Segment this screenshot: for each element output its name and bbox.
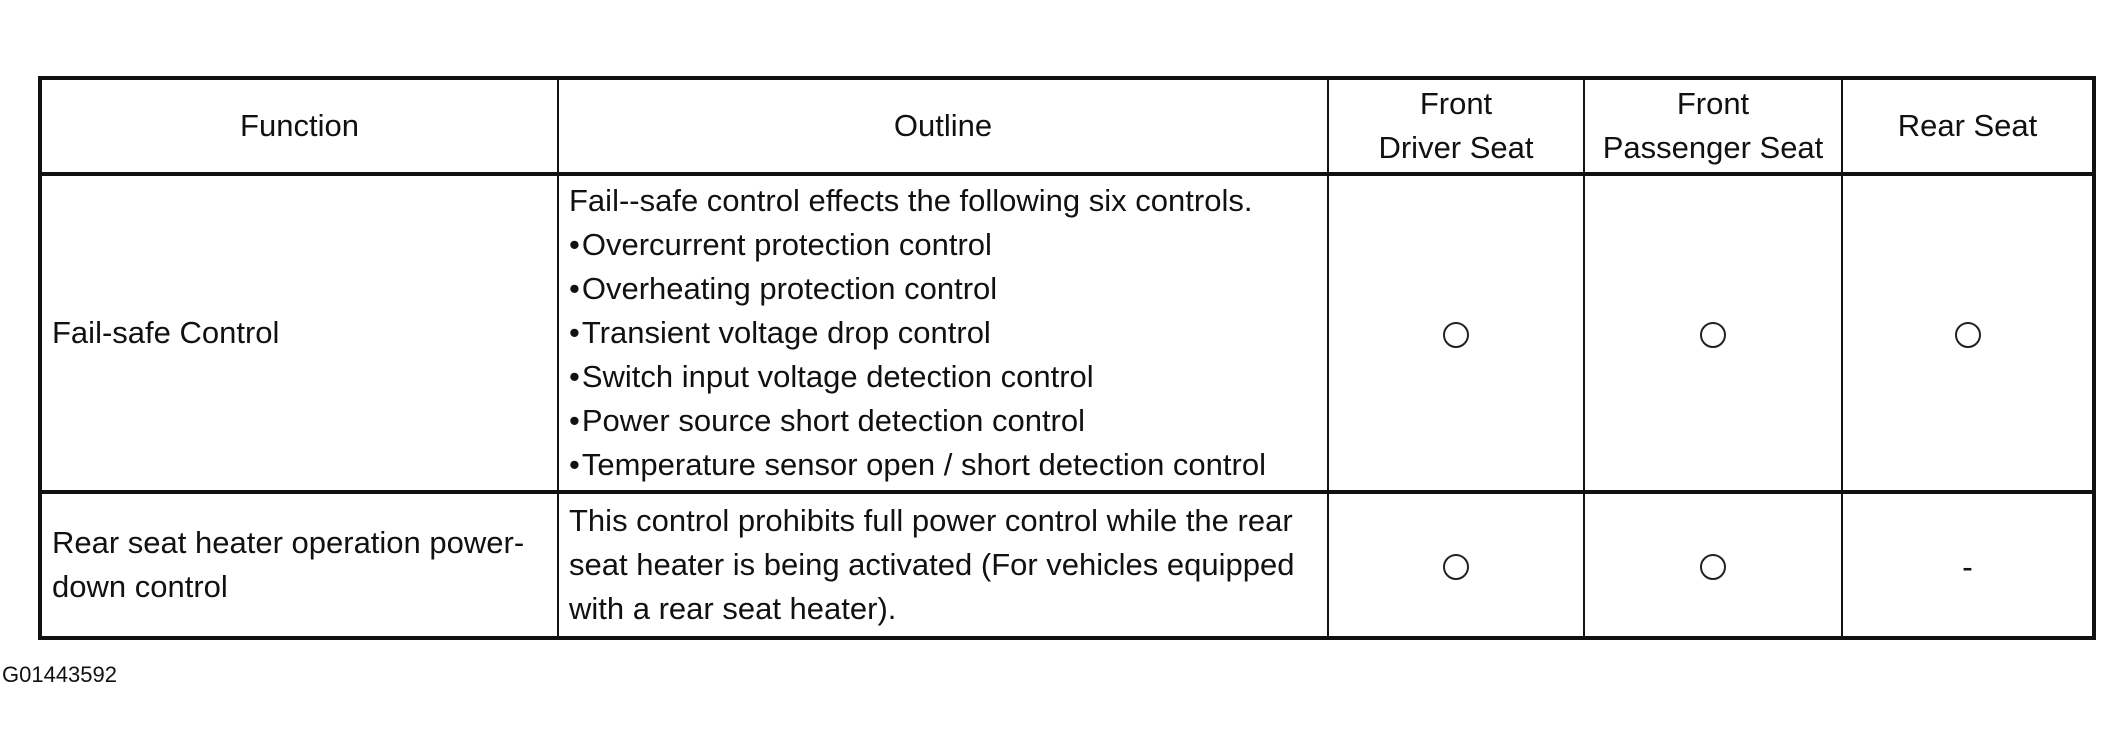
header-rear-seat bbox=[1842, 78, 2094, 174]
header-driver-line2: Driver Seat bbox=[1378, 130, 1534, 165]
figure-id: G01443592 bbox=[2, 662, 117, 687]
header-passenger-line1: Front bbox=[1676, 86, 1750, 121]
outline-text-line: seat heater is being activated (For vehicles equipped bbox=[569, 547, 1295, 582]
outline-list-item: • Overheating protection control bbox=[569, 267, 1319, 311]
specification-table bbox=[38, 76, 2096, 640]
header-outline-label: Outline bbox=[893, 108, 993, 143]
outline-list-item: • Temperature sensor open / short detection control bbox=[569, 443, 1319, 487]
applicable-circle-icon bbox=[1955, 322, 1981, 348]
function-cell: Fail-safe Control bbox=[40, 174, 558, 492]
header-driver-line1: Front bbox=[1419, 86, 1493, 121]
rear-seat-cell bbox=[1842, 492, 2094, 638]
header-function bbox=[40, 78, 558, 174]
outline-cell bbox=[558, 174, 1328, 492]
outline-text-line: with a rear seat heater). bbox=[569, 591, 897, 626]
outline-list-item: • Transient voltage drop control bbox=[569, 311, 1319, 355]
outline-list-item: • Switch input voltage detection control bbox=[569, 355, 1319, 399]
applicable-circle-icon bbox=[1700, 554, 1726, 580]
applicable-circle-icon bbox=[1700, 322, 1726, 348]
table-row-fail-safe-control bbox=[40, 174, 2094, 492]
header-function-label: Function bbox=[240, 108, 359, 143]
not-applicable-dash: - bbox=[1962, 548, 1973, 585]
function-cell: Rear seat heater operation power-down control bbox=[40, 492, 558, 638]
table-row-rear-seat-heater bbox=[40, 492, 2094, 638]
driver-seat-cell bbox=[1328, 174, 1584, 492]
driver-seat-cell bbox=[1328, 492, 1584, 638]
outline-intro: Fail--safe control effects the following six controls. bbox=[569, 183, 1253, 218]
passenger-seat-cell bbox=[1584, 174, 1842, 492]
outline-text-line: This control prohibits full power control while the rear bbox=[569, 503, 1293, 538]
header-rear-label: Rear Seat bbox=[1897, 108, 2038, 143]
header-row bbox=[40, 78, 2094, 174]
outline-cell bbox=[558, 492, 1328, 638]
applicable-circle-icon bbox=[1443, 322, 1469, 348]
header-front-driver-seat bbox=[1328, 78, 1584, 174]
outline-list-item: • Power source short detection control bbox=[569, 399, 1319, 443]
header-passenger-line2: Passenger Seat bbox=[1602, 130, 1824, 165]
header-outline bbox=[558, 78, 1328, 174]
applicable-circle-icon bbox=[1443, 554, 1469, 580]
header-front-passenger-seat bbox=[1584, 78, 1842, 174]
outline-list-item: • Overcurrent protection control bbox=[569, 223, 1319, 267]
rear-seat-cell bbox=[1842, 174, 2094, 492]
passenger-seat-cell bbox=[1584, 492, 1842, 638]
